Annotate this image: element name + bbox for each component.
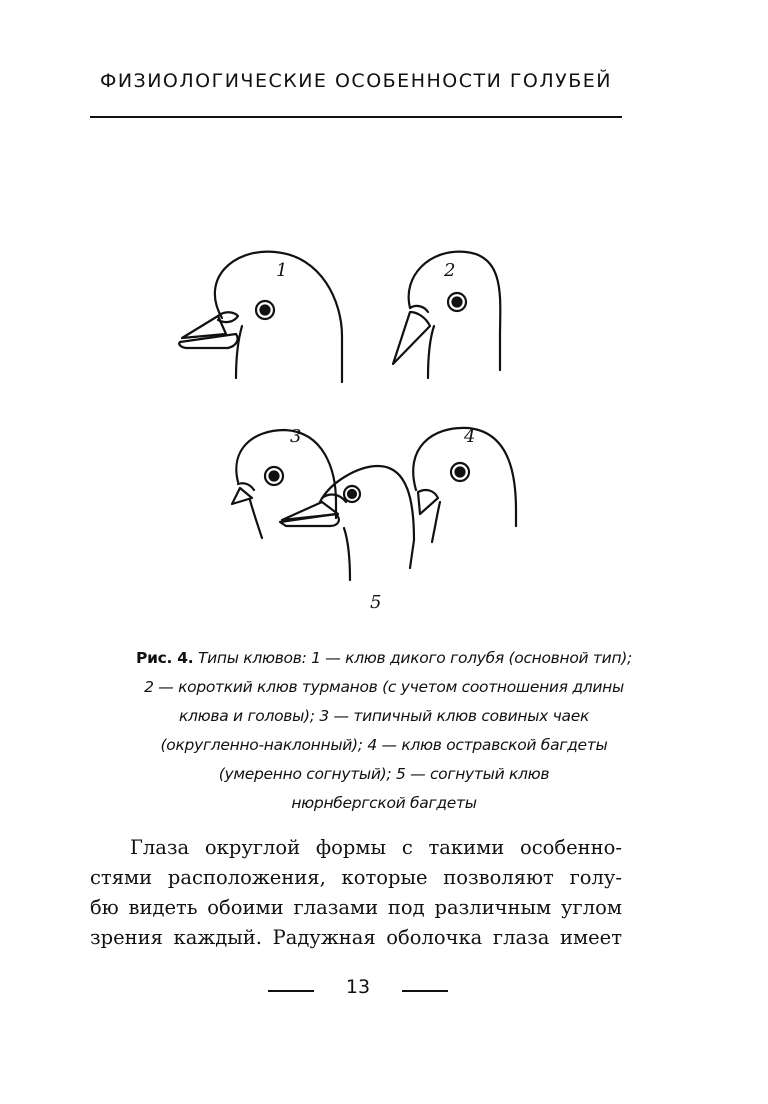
caption-label: Рис. 4. — [136, 649, 194, 667]
running-head-rule — [90, 116, 622, 118]
figure-number-5: 5 — [370, 592, 382, 613]
caption-line: 2 — короткий клюв турманов (с учетом соотношения длины — [144, 678, 624, 696]
caption-text: Типы клювов: 1 — клюв дикого голубя (основной тип); — [197, 649, 632, 667]
folio-rule-right — [402, 990, 448, 992]
figure-number-4: 4 — [464, 426, 476, 447]
caption-line: клюва и головы); 3 — типичный клюв совиных чаек — [178, 707, 590, 725]
body-paragraph — [90, 833, 622, 953]
figure-number-3: 3 — [290, 426, 302, 447]
pigeon-head-icon — [179, 252, 342, 382]
body-line: бю видеть обоими глазами под различным углом — [90, 896, 622, 919]
caption-line: (умеренно согнутый); 5 — согнутый клюв — [218, 765, 550, 783]
body-line: стями расположения, которые позволяют голу- — [90, 866, 622, 889]
caption-line — [70, 644, 698, 673]
beak-types-figure — [0, 130, 768, 630]
pigeon-head-icon — [280, 466, 414, 580]
folio-rule-left — [268, 990, 314, 992]
figure-number-2: 2 — [444, 260, 456, 281]
running-head: ФИЗИОЛОГИЧЕСКИЕ ОСОБЕННОСТИ ГОЛУБЕЙ — [99, 70, 613, 92]
figure-caption — [70, 644, 698, 818]
page-number: 13 — [345, 976, 371, 998]
figure-number-1: 1 — [276, 260, 288, 281]
body-line: зрения каждый. Радужная оболочка глаза имеет — [90, 926, 622, 949]
caption-line: (округленно-наклонный); 4 — клюв остравской багдеты — [160, 736, 608, 754]
body-line: Глаза округлой формы с такими особенно- — [130, 836, 622, 859]
caption-line: нюрнбергской багдеты — [291, 794, 477, 812]
